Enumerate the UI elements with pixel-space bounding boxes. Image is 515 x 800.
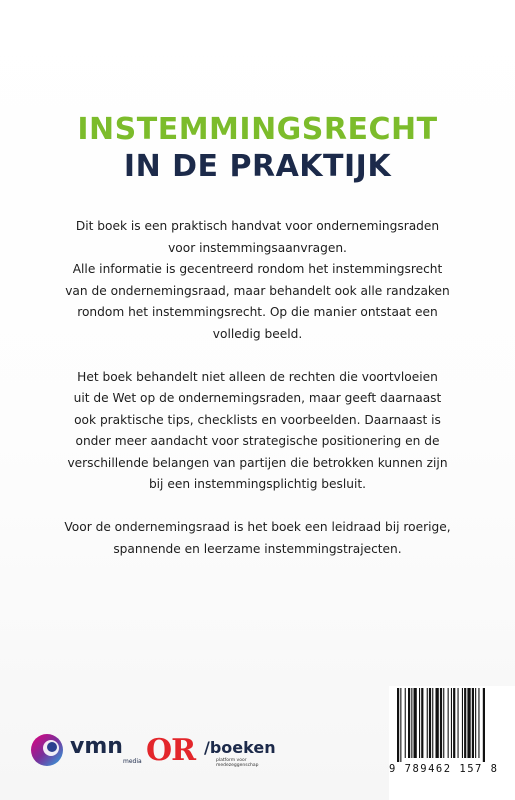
barcode-bar bbox=[472, 688, 474, 758]
vmn-logo-word: vmn bbox=[70, 734, 123, 759]
blurb-line: Alle informatie is gecentreerd rondom het instemmingsrecht bbox=[72, 262, 443, 276]
blurb-line: van de ondernemingsraad, maar behandelt ook alle randzaken bbox=[65, 283, 450, 298]
vmn-media-logo bbox=[30, 731, 140, 771]
barcode-bar bbox=[448, 688, 449, 758]
vmn-logo-sub: media bbox=[123, 758, 142, 765]
barcode-bar bbox=[414, 688, 417, 758]
barcode-bar bbox=[400, 688, 401, 762]
barcode-bar bbox=[427, 688, 428, 758]
boeken-tagline: platform voor medezeggenschap bbox=[216, 758, 259, 768]
blurb-line: verschillende belangen van partijen die betrokken kunnen zijn bbox=[67, 455, 448, 470]
barcode-bar bbox=[432, 688, 433, 758]
blurb-line: rondom het instemmingsrecht. Op die manier ontstaat een bbox=[77, 305, 438, 319]
isbn-barcode bbox=[389, 686, 515, 800]
blurb-line: Dit boek is een praktisch handvat voor ondernemingsraden bbox=[75, 219, 440, 233]
blurb-paragraph-1 bbox=[52, 216, 463, 345]
barcode-bars bbox=[389, 686, 515, 764]
blurb-paragraph-3 bbox=[52, 517, 463, 560]
blurb bbox=[52, 216, 463, 582]
title-line-2: IN DE PRAKTIJK bbox=[123, 149, 392, 184]
barcode-bar bbox=[440, 688, 442, 758]
blurb-line: ook praktische tips, checklists en voorbeelden. Daarnaast is bbox=[74, 412, 441, 427]
barcode-bar bbox=[419, 688, 420, 758]
blurb-line: Voor de ondernemingsraad is het boek een leidraad bij roerige, bbox=[64, 520, 451, 534]
blurb-line: Het boek behandelt niet alleen de rechten die voortvloeien bbox=[77, 369, 438, 384]
barcode-bar bbox=[429, 688, 431, 758]
barcode-bar bbox=[483, 688, 485, 762]
barcode-bar bbox=[421, 688, 423, 758]
or-boeken-logo bbox=[146, 734, 276, 774]
title-line-1: INSTEMMINGSRECHT bbox=[77, 112, 438, 147]
barcode-bar bbox=[453, 688, 455, 758]
barcode-bar bbox=[475, 688, 476, 758]
barcode-bar bbox=[405, 688, 406, 758]
barcode-bar bbox=[451, 688, 452, 758]
barcode-bar bbox=[408, 688, 410, 758]
barcode-bar bbox=[464, 688, 466, 758]
barcode-bar bbox=[443, 688, 444, 758]
blurb-line: bij een instemmingsplichtig besluit. bbox=[148, 477, 367, 491]
blurb-paragraph-2 bbox=[52, 367, 463, 496]
blurb-line: voor instemmingsaanvragen. bbox=[168, 240, 347, 255]
blurb-line: spannende en leerzame instemmingstrajecten. bbox=[113, 541, 402, 556]
barcode-bar bbox=[478, 688, 479, 758]
boeken-logo-word: /boeken bbox=[204, 738, 276, 757]
blurb-line: onder meer aandacht voor strategische positionering en de bbox=[75, 434, 440, 448]
barcode-bar bbox=[436, 688, 439, 758]
isbn-number: 9 789462 157 8 bbox=[389, 763, 499, 775]
barcode-bar bbox=[458, 688, 459, 758]
barcode-bar bbox=[397, 688, 399, 762]
vmn-swirl-icon bbox=[30, 733, 64, 767]
blurb-line: volledig beeld. bbox=[212, 326, 303, 341]
blurb-line: uit de Wet op de ondernemingsraden, maar geeft daarnaast bbox=[73, 391, 442, 405]
barcode-bar bbox=[467, 688, 470, 758]
barcode-bar bbox=[411, 688, 412, 758]
or-logo-word: OR bbox=[146, 733, 196, 768]
barcode-bar bbox=[462, 688, 463, 758]
